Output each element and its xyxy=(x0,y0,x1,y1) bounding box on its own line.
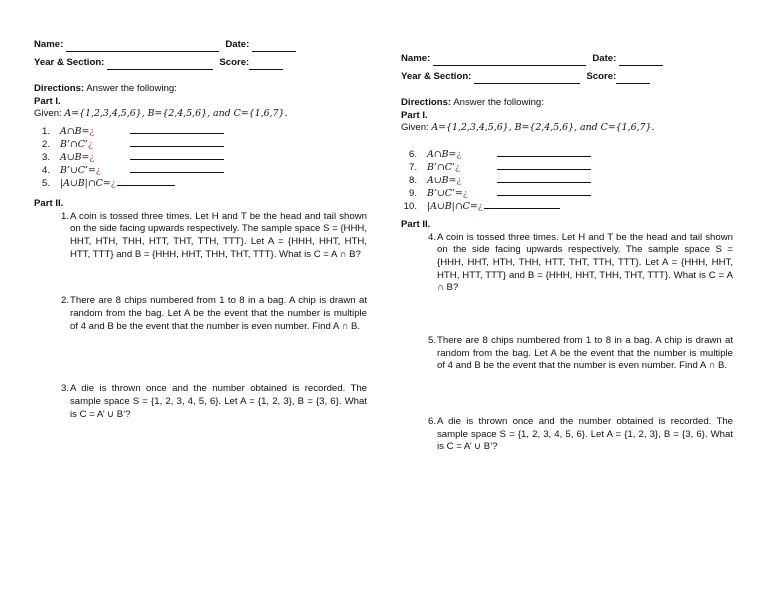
given-line xyxy=(401,122,733,135)
answer-blank[interactable] xyxy=(497,173,591,183)
score-label: Score: xyxy=(586,71,617,83)
list-item xyxy=(401,232,733,295)
part1-list xyxy=(34,124,367,189)
item-number: 8. xyxy=(408,174,417,186)
score-field[interactable] xyxy=(616,74,650,84)
score-field[interactable] xyxy=(249,60,283,70)
score-label: Score: xyxy=(219,57,250,69)
question-mark: ¿ xyxy=(456,174,462,186)
question-mark: ¿ xyxy=(110,177,116,189)
worksheet-right xyxy=(401,48,733,454)
item-number: 5. xyxy=(427,334,436,346)
item-number: 4. xyxy=(41,164,50,176)
header-row-2 xyxy=(401,66,733,84)
answer-blank[interactable] xyxy=(130,124,224,134)
question-mark: ¿ xyxy=(462,187,468,199)
list-item xyxy=(401,416,733,454)
item-number: 2. xyxy=(60,295,69,307)
directions-label: Directions: xyxy=(34,83,85,94)
date-label: Date: xyxy=(225,39,250,51)
item-number: 1. xyxy=(41,125,50,137)
list-item xyxy=(34,176,367,189)
item-text: There are 8 chips numbered from 1 to 8 in a bag. A chip is drawn at random from the bag. Let A be the event that the number is multiple of 4 and B be the event that the number is even number. Find A ∩ B. xyxy=(70,295,367,332)
item-text: There are 8 chips numbered from 1 to 8 in a bag. A chip is drawn at random from the bag. Let A be the event that the number is multiple of 4 and B be the event that the number is even number. Find A ∩ B. xyxy=(437,334,733,372)
header-row-1 xyxy=(401,48,733,66)
item-number: 1. xyxy=(60,210,69,222)
answer-blank[interactable] xyxy=(117,176,175,186)
list-item xyxy=(34,211,367,262)
list-item xyxy=(401,199,733,212)
item-number: 3. xyxy=(41,151,50,163)
name-field[interactable] xyxy=(66,42,219,52)
year-section-field[interactable] xyxy=(474,74,580,84)
date-field[interactable] xyxy=(252,42,296,52)
part1-title: Part I. xyxy=(401,109,428,121)
part2-title: Part II. xyxy=(34,197,64,209)
item-number: 7. xyxy=(408,161,417,173)
list-item xyxy=(34,137,367,150)
answer-blank[interactable] xyxy=(130,163,224,173)
item-expression: A∪B=¿ xyxy=(427,174,462,186)
directions xyxy=(34,83,367,96)
item-number: 3. xyxy=(60,383,69,395)
question-mark: ¿ xyxy=(89,151,95,163)
directions-text: Answer the following: xyxy=(86,83,177,94)
question-mark: ¿ xyxy=(477,200,483,212)
list-item xyxy=(34,295,367,333)
item-text: A coin is tossed three times. Let H and T be the head and tail shown on the side facing upwards respectively. The sample space S = {HHH, HHT, HTH, THH, HTT, THT, TTH, TTT}. Let A = {HHH, HHT, HTH, HTT, TTT} and B = {HHH, HHT, THH, THT, TTT}. What is C = A ∩ B? xyxy=(70,210,367,260)
item-expression: A∩B=¿ xyxy=(427,148,462,160)
directions xyxy=(401,97,733,110)
item-number: 9. xyxy=(408,187,417,199)
part1-title: Part I. xyxy=(34,95,61,107)
item-text: A coin is tossed three times. Let H and T be the head and tail shown on the side facing upwards respectively. The sample space S = {HHH, HHT, HTH, THH, HTT, THT, TTH, TTT}. Let A = {HHH, HHT, HTH, HTT, TTT} and B = {HHH, HHT, THH, THT, TTT}. What is C = A ∩ B? xyxy=(437,231,733,294)
answer-blank[interactable] xyxy=(497,160,591,170)
list-item xyxy=(34,163,367,176)
answer-blank[interactable] xyxy=(130,150,224,160)
list-item xyxy=(401,160,733,173)
given-sets: A={1,2,3,4,5,6}, B={2,4,5,6}, and C={1,6,7}. xyxy=(64,108,288,120)
date-label: Date: xyxy=(592,53,617,65)
item-expression: A∩B=¿ xyxy=(60,125,95,137)
given-label: Given: xyxy=(34,108,62,120)
question-mark: ¿ xyxy=(87,138,93,150)
item-expression: B’∪C’=¿ xyxy=(60,164,101,176)
item-number: 10. xyxy=(403,200,417,212)
header-row-2 xyxy=(34,52,367,70)
header-row-1 xyxy=(34,34,367,52)
name-label: Name: xyxy=(34,39,64,51)
part2-title: Part II. xyxy=(401,218,431,230)
item-expression: B’∩C’¿ xyxy=(60,138,93,150)
list-item xyxy=(401,186,733,199)
name-label: Name: xyxy=(401,53,431,65)
directions-text: Answer the following: xyxy=(453,97,544,108)
answer-blank[interactable] xyxy=(497,186,591,196)
item-text: A die is thrown once and the number obtained is recorded. The sample space S = {1, 2, 3, 4, 5, 6}. Let A = {1, 2, 3}, B = {3, 6}. What is C = A’ ∪ B’? xyxy=(70,383,367,420)
date-field[interactable] xyxy=(619,56,663,66)
question-mark: ¿ xyxy=(89,125,95,137)
given-label: Given: xyxy=(401,122,429,134)
question-mark: ¿ xyxy=(456,148,462,160)
year-section-label: Year & Section: xyxy=(401,71,472,83)
given-line xyxy=(34,108,367,121)
item-expression: B’∩C’¿ xyxy=(427,161,460,173)
directions-label: Directions: xyxy=(401,97,452,108)
name-field[interactable] xyxy=(433,56,586,66)
item-number: 5. xyxy=(41,177,50,189)
list-item xyxy=(34,124,367,137)
list-item xyxy=(401,335,733,373)
worksheet-left xyxy=(34,34,367,421)
item-number: 6. xyxy=(427,415,436,427)
answer-blank[interactable] xyxy=(484,199,560,209)
item-text: A die is thrown once and the number obtained is recorded. The sample space S = {1, 2, 3, 4, 5, 6}. Let A = {1, 2, 3}, B = {3, 6}. What is C = A’ ∪ B’? xyxy=(437,415,733,453)
list-item xyxy=(34,150,367,163)
part1-list xyxy=(401,147,733,212)
list-item xyxy=(401,173,733,186)
list-item xyxy=(34,383,367,421)
item-expression: |A∪B|∩C=¿ xyxy=(60,177,116,189)
item-expression: |A∪B|∩C=¿ xyxy=(427,200,483,212)
item-expression: B’∪C’=¿ xyxy=(427,187,468,199)
item-number: 2. xyxy=(41,138,50,150)
item-number: 6. xyxy=(408,148,417,160)
given-sets: A={1,2,3,4,5,6}, B={2,4,5,6}, and C={1,6,7}. xyxy=(431,122,655,134)
year-section-label: Year & Section: xyxy=(34,57,105,69)
question-mark: ¿ xyxy=(454,161,460,173)
list-item xyxy=(401,147,733,160)
year-section-field[interactable] xyxy=(107,60,213,70)
answer-blank[interactable] xyxy=(130,137,224,147)
answer-blank[interactable] xyxy=(497,147,591,157)
item-number: 4. xyxy=(427,231,436,243)
question-mark: ¿ xyxy=(95,164,101,176)
item-expression: A∪B=¿ xyxy=(60,151,95,163)
